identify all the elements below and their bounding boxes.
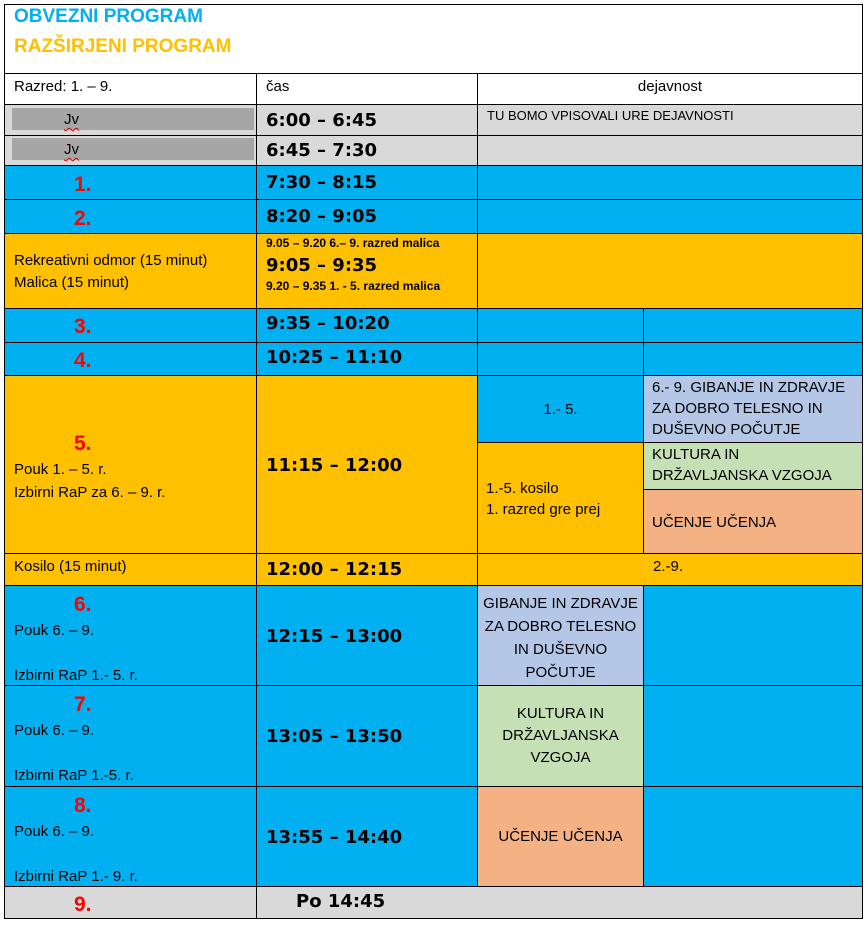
row-6-time: 12:15 – 13:00 [266, 626, 403, 647]
row-4-bg [5, 342, 862, 375]
row-9-bg [5, 886, 862, 918]
row-5-kultura: KULTURA IN DRŽAVLJANSKA VZGOJA [652, 446, 832, 484]
row-break-time: 9:05 – 9:35 [266, 255, 378, 276]
row-4-number: 4. [74, 349, 92, 372]
row-2-number: 2. [74, 207, 92, 230]
row-8-time: 13:55 – 14:40 [266, 827, 403, 848]
row-7-activity: KULTURA IN DRŽAVLJANSKA VZGOJA [502, 705, 619, 766]
row-6-label-1: Pouk 6. – 9. [14, 622, 95, 639]
col-header-cas: čas [266, 78, 290, 95]
row-8-label-1: Pouk 6. – 9. [14, 823, 95, 840]
row-6-label-2: Izbirni RaP 1.- 5. r. [14, 667, 138, 684]
row-7-time: 13:05 – 13:50 [266, 726, 403, 747]
row-4-time: 10:25 – 11:10 [266, 347, 403, 368]
row-jv2-label: Jv [64, 141, 79, 158]
row-jv1-label: Jv [64, 111, 79, 128]
row-6-number: 6. [74, 593, 92, 616]
row-9-time: Po 14:45 [296, 891, 386, 912]
row-7-label-1: Pouk 6. – 9. [14, 722, 95, 739]
title-razsirjeni-program: RAZŠIRJENI PROGRAM [14, 36, 232, 57]
row-break-label-2: Malica (15 minut) [14, 274, 130, 291]
row-break-time-small-1: 9.05 – 9.20 6.– 9. razred malica [266, 236, 440, 250]
row-5-label-1: Pouk 1. – 5. r. [14, 461, 107, 478]
row-5-label-2: Izbirni RaP za 6. – 9. r. [14, 484, 166, 501]
row-3-bg [5, 308, 862, 342]
row-3-number: 3. [74, 315, 92, 338]
row-jv1-activity: TU BOMO VPISOVALI URE DEJAVNOSTI [487, 108, 734, 123]
row-5-kosilo-2: 1. razred gre prej [486, 501, 601, 518]
row-break-time-small-2: 9.20 – 9.35 1. - 5. razred malica [266, 279, 441, 293]
jv1-gray-bar [12, 108, 254, 130]
col-header-dejavnost: dejavnost [637, 78, 703, 95]
jv2-gray-bar [12, 138, 254, 160]
row-5-kosilo-1: 1.-5. kosilo [486, 480, 559, 497]
row-1-number: 1. [74, 173, 92, 196]
row-break-label-1: Rekreativni odmor (15 minut) [14, 252, 208, 269]
row-kosilo-bg [5, 553, 862, 585]
row-8-label-2: Izbirni RaP 1.- 9. r. [14, 868, 138, 885]
row-1-time: 7:30 – 8:15 [266, 172, 378, 193]
row-3-time: 9:35 – 10:20 [266, 313, 390, 334]
row-1-bg [5, 165, 862, 199]
row-7-label-2: Izbirni RaP 1.-5. r. [14, 767, 134, 784]
row-5-ucenje: UČENJE UČENJA [652, 514, 777, 531]
title-obvezni-program: OBVEZNI PROGRAM [14, 6, 203, 27]
row-jv2-time: 6:45 – 7:30 [266, 140, 378, 161]
row-5-time: 11:15 – 12:00 [266, 455, 403, 476]
row-jv1-time: 6:00 – 6:45 [266, 110, 378, 131]
row-kosilo-label: Kosilo (15 minut) [14, 558, 127, 575]
row-5-gibanje: 6.- 9. GIBANJE IN ZDRAVJE ZA DOBRO TELESNO IN DUŠEVNO POČUTJE [652, 379, 846, 438]
row-8-activity: UČENJE UČENJA [498, 828, 623, 845]
row-5-number: 5. [74, 432, 92, 455]
row-7-number: 7. [74, 693, 92, 716]
row-2-time: 8:20 – 9:05 [266, 206, 378, 227]
row-5-grades: 1.- 5. [543, 401, 578, 418]
row-6-activity: GIBANJE IN ZDRAVJE ZA DOBRO TELESNO IN DUŠEVNO POČUTJE [483, 595, 638, 681]
row-8-number: 8. [74, 794, 92, 817]
row-kosilo-time: 12:00 – 12:15 [266, 559, 403, 580]
col-header-razred: Razred: 1. – 9. [14, 78, 113, 95]
row-9-number: 9. [74, 893, 92, 916]
row-kosilo-activity: 2.-9. [653, 558, 684, 575]
row-2-bg [5, 199, 862, 233]
